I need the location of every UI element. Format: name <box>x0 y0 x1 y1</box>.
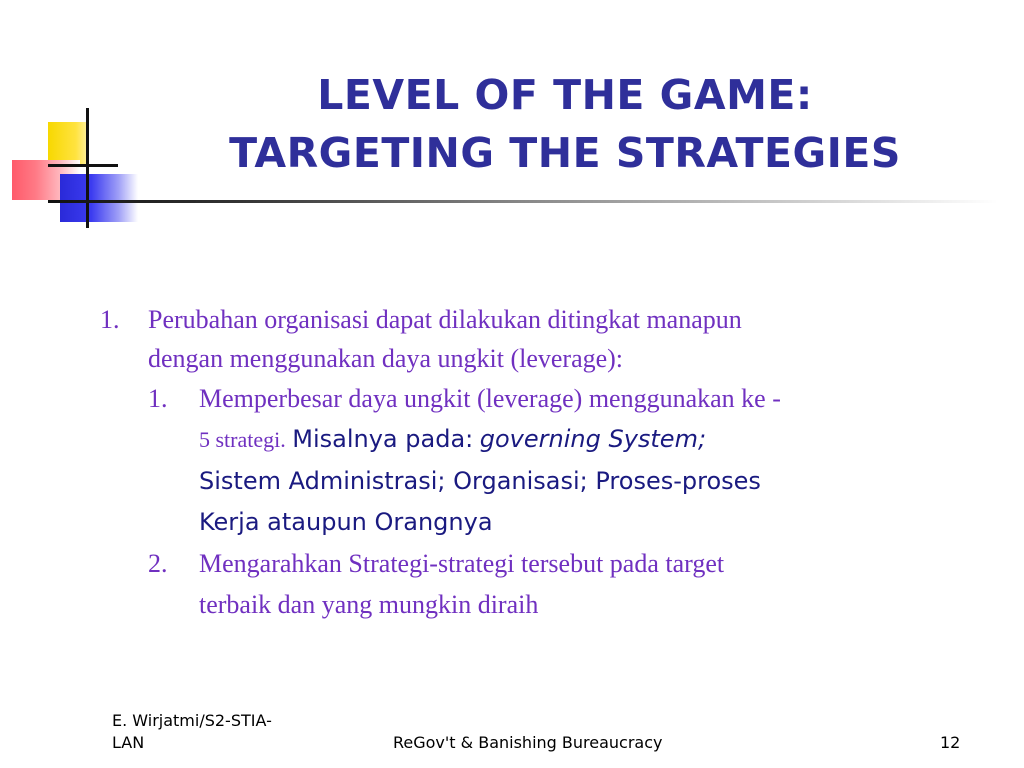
sub-item-2-line-2: terbaik dan yang mungkin diraih <box>199 590 539 619</box>
footer-author <box>112 710 272 754</box>
sub-item-1-line-1: Memperbesar daya ungkit (leverage) menggunakan ke - <box>199 384 781 413</box>
sub-item-1-line-2 <box>199 419 706 460</box>
sub-item-1-line-3: Sistem Administrasi; Organisasi; Proses-proses <box>199 467 761 495</box>
item-1-line-1: Perubahan organisasi dapat dilakukan ditingkat manapun <box>148 305 742 334</box>
title-line-2: TARGETING THE STRATEGIES <box>229 129 901 177</box>
footer-presentation-title: ReGov't & Banishing Bureaucracy <box>393 733 663 752</box>
sub-item-1-line-4: Kerja ataupun Orangnya <box>199 508 493 536</box>
sub-item-1-sans-fragment: Misalnya pada: <box>292 425 474 453</box>
footer-page-number: 12 <box>940 733 961 752</box>
sub-item-1-italic-fragment: governing System; <box>479 425 707 453</box>
sub-item-1-number: 1. <box>148 384 168 413</box>
footer-author-line-1: E. Wirjatmi/S2-STIA- <box>112 711 272 730</box>
item-1-number: 1. <box>100 305 120 334</box>
item-1-line-2: dengan menggunakan daya ungkit (leverage): <box>148 344 624 373</box>
sub-item-1-serif-fragment: 5 strategi. <box>199 427 286 452</box>
sub-item-2-line-1: Mengarahkan Strategi-strategi tersebut pada target <box>199 549 725 578</box>
title-line-1: LEVEL OF THE GAME: <box>317 71 813 119</box>
sub-item-2-number: 2. <box>148 549 168 578</box>
footer-author-line-2: LAN <box>112 733 145 752</box>
